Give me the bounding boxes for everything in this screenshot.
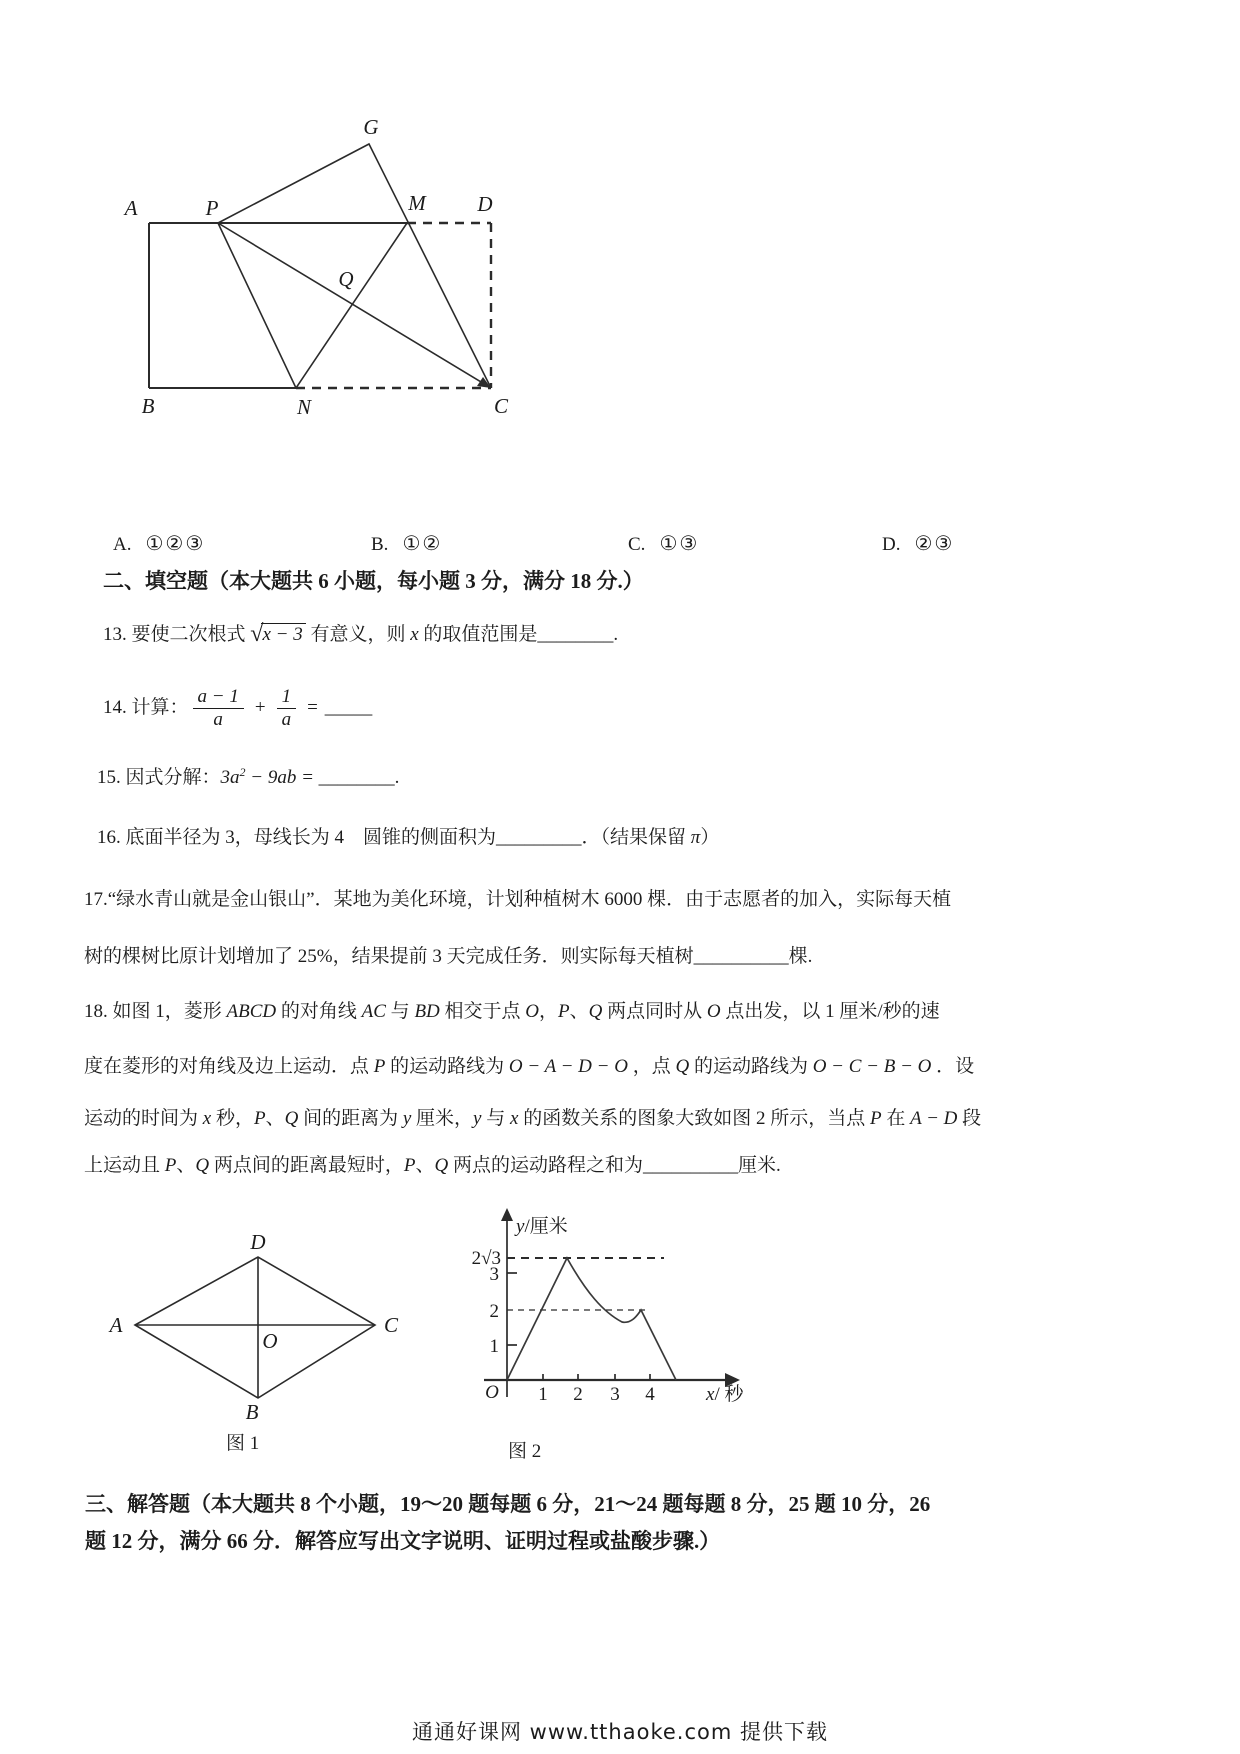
- option-c: [628, 531, 699, 556]
- option-b-value: ①②: [402, 533, 443, 555]
- fraction-1: [193, 686, 244, 730]
- xtick-3: 3: [610, 1384, 620, 1405]
- fraction-2-denominator: a: [281, 708, 292, 730]
- origin-label: O: [485, 1382, 499, 1403]
- y-axis-label: y/厘米: [516, 1216, 568, 1237]
- function-graph: [440, 1200, 760, 1415]
- rhombus-diagonals: [135, 1257, 375, 1398]
- rhombus-label-C: C: [383, 1313, 399, 1337]
- xtick-4: 4: [645, 1384, 655, 1405]
- ytick-2sqrt3: 2√3: [471, 1248, 501, 1269]
- fraction-2: [277, 686, 297, 730]
- option-a: [113, 531, 205, 556]
- option-c-label: C.: [628, 534, 646, 555]
- rhombus-label-B: B: [245, 1400, 259, 1424]
- distance-curve: [507, 1258, 676, 1380]
- option-d: [882, 531, 954, 556]
- xtick-1: 1: [538, 1384, 548, 1405]
- option-d-value: ②③: [914, 533, 955, 555]
- question-14-prefix: 14. 计算：: [103, 697, 189, 719]
- geometry-figure: [90, 95, 530, 425]
- vertex-label-Q: Q: [338, 267, 354, 291]
- rhombus-label-O: O: [262, 1329, 278, 1353]
- rhombus-label-D: D: [250, 1235, 266, 1254]
- ytick-1: 1: [489, 1336, 499, 1357]
- option-a-label: A.: [113, 534, 132, 555]
- question-15: 15. 因式分解：$3a^2 - 9ab$ = ________.: [97, 765, 400, 788]
- figure-2-caption: 图 2: [508, 1441, 542, 1462]
- vertex-label-M: M: [408, 191, 426, 215]
- rhombus-label-A: A: [109, 1313, 123, 1337]
- plus-sign: +: [254, 697, 266, 719]
- option-b-label: B.: [371, 534, 389, 555]
- rhombus-edges: [135, 1257, 375, 1398]
- option-d-label: D.: [882, 534, 901, 555]
- vertex-label-C: C: [493, 394, 509, 418]
- option-a-value: ①②③: [145, 533, 206, 555]
- question-14: [103, 678, 372, 738]
- construction-lines: [218, 144, 491, 388]
- vertex-label-G: G: [363, 115, 379, 139]
- fraction-1-denominator: a: [213, 708, 223, 730]
- question-17-line-1: 17.“绿水青山就是金山银山”．某地为美化环境，计划种植树木 6000 棵．由于志愿者的加入，实际每天植: [84, 889, 952, 910]
- question-18-line-3: 运动的时间为 x 秒，P、Q 间的距离为 y 厘米，y 与 x 的函数关系的图象大致如图 2 所示，当点 P 在 A − D 段: [84, 1108, 982, 1129]
- fraction-2-numerator: 1: [277, 686, 297, 708]
- question-17-line-2: 树的棵树比原计划增加了 25%，结果提前 3 天完成任务．则实际每天植树__________棵.: [84, 946, 813, 967]
- footer-watermark: 通通好课网 www.tthaoke.com 提供下载: [412, 1720, 828, 1744]
- vertex-label-N: N: [296, 395, 312, 419]
- option-b: [371, 531, 442, 556]
- question-18-line-4: 上运动且 P、Q 两点间的距离最短时，P、Q 两点的运动路程之和为__________厘米.: [84, 1155, 781, 1176]
- x-axis-label: x/ 秒: [706, 1384, 744, 1405]
- figure-1-caption: 图 1: [226, 1433, 260, 1454]
- equals-sign: =: [307, 697, 318, 719]
- section-answer-title-line-2: 题 12 分，满分 66 分．解答应写出文字说明、证明过程或盐酸步骤.）: [85, 1529, 721, 1553]
- xtick-2: 2: [573, 1384, 583, 1405]
- question-14-blank: _____: [324, 697, 373, 719]
- vertex-label-A: A: [124, 196, 138, 220]
- question-18-line-2: 度在菱形的对角线及边上运动．点 P 的运动路线为 O − A − D − O ，点 Q 的运动路线为 O − C − B − O ．设: [84, 1056, 975, 1077]
- question-16: 16. 底面半径为 3，母线长为 4 圆锥的侧面积为_________．（结果保留 π）: [97, 827, 720, 848]
- section-fill-in-title: 二、填空题（本大题共 6 小题，每小题 3 分，满分 18 分.）: [103, 569, 644, 593]
- ytick-3: 3: [489, 1264, 499, 1285]
- option-c-value: ①③: [659, 533, 700, 555]
- section-answer-title-line-1: 三、解答题（本大题共 8 个小题，19～20 题每题 6 分，21～24 题每题 8 分，25 题 10 分，26: [85, 1492, 931, 1516]
- fraction-1-numerator: a − 1: [193, 686, 244, 708]
- y-axis-arrow: [501, 1208, 513, 1221]
- vertex-label-D: D: [477, 192, 493, 216]
- rectangle-dashed-edges: [296, 223, 491, 388]
- vertex-label-B: B: [141, 394, 155, 418]
- rectangle-solid-edges: [149, 223, 407, 388]
- vertex-label-P: P: [205, 196, 219, 220]
- question-18-line-1: 18. 如图 1，菱形 ABCD 的对角线 AC 与 BD 相交于点 O，P、Q 两点同时从 O 点出发，以 1 厘米/秒的速: [84, 1001, 940, 1022]
- ytick-2: 2: [489, 1301, 499, 1322]
- question-13: 13. 要使二次根式 √x − 3 有意义，则 x 的取值范围是________.: [103, 621, 619, 647]
